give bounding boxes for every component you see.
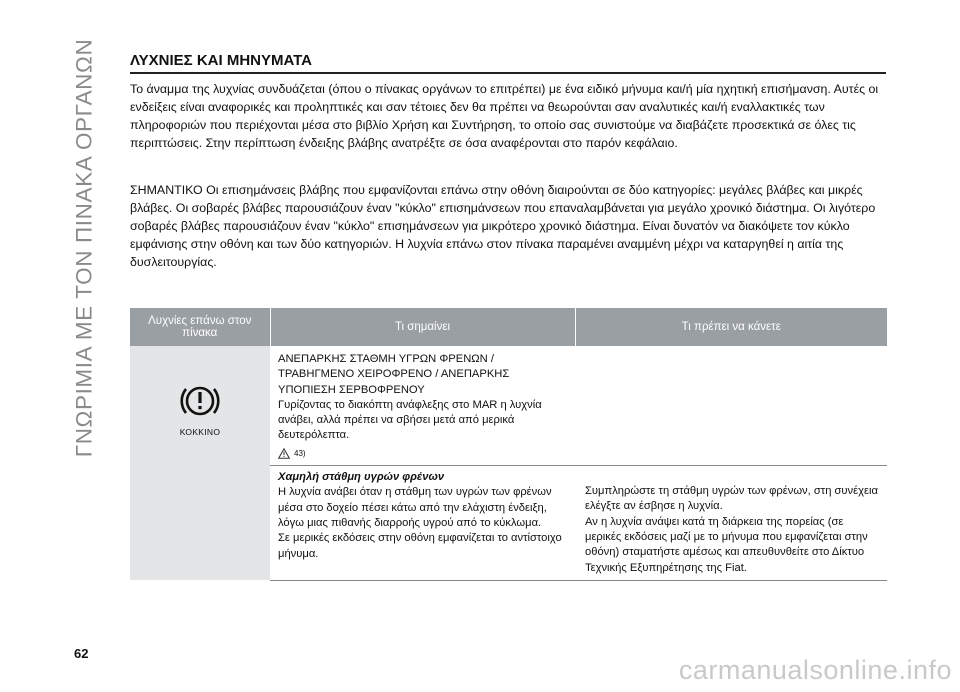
row1-text: Γυρίζοντας το διακόπτη ανάφλεξης στο MAR η λυχνία ανάβει, αλλά πρέπει να σβήσει μετά από μερικά δευτερόλεπτα. xyxy=(278,398,542,442)
row1-warning-reference xyxy=(278,446,569,461)
icon-color-label: ΚΟΚΚΙΝΟ xyxy=(179,427,221,437)
table-row xyxy=(130,346,887,466)
header-lights: Λυχνίες επάνω στον πίνακα xyxy=(130,308,270,346)
watermark: carmanualsonline.info xyxy=(678,655,952,685)
intro-paragraph: Το άναμμα της λυχνίας συνδυάζεται (όπου ο πίνακας οργάνων το επιτρέπει) με ένα ειδικό μήνυμα και/ή μία ηχητική επισήμανση. Αυτές οι ενδείξεις είναι αναφορικές και προληπτικές και σαν τέτοιες δεν θα πρέπει να θεωρούνται σαν αναλυτικές και/ή εναλλακτικές των πληροφοριών που περιέχονται μέσα στο βιβλίο Χρήση και Συντήρηση, το οποίο σας συνιστούμε να διαβάζετε προσεκτικά σε όλες τις περιπτώσεις. Στην περίπτωση ένδειξης βλάβης ανατρέξτε σε όσα αναφέρονται στο παρόν κεφάλαιο. xyxy=(130,82,879,150)
page-number: 62 xyxy=(74,646,89,661)
row1-title: ΑΝΕΠΑΡΚΗΣ ΣΤΑΘΜΗ ΥΓΡΩΝ ΦΡΕΝΩΝ / ΤΡΑΒΗΓΜΕΝΟ ΧΕΙΡΟΦΡΕΝΟ / ΑΝΕΠΑΡΚΗΣ ΥΠΟΠΙΕΣΗ ΣΕΡΒΟΦΡΕΝΟΥ xyxy=(278,353,510,396)
row2-meaning xyxy=(270,466,575,581)
row1-meaning xyxy=(270,346,575,466)
header-meaning: Τι σημαίνει xyxy=(270,308,575,346)
row2-text2: Σε μερικές εκδόσεις στην οθόνη εμφανίζεται το αντίστοιχο μήνυμα. xyxy=(278,532,562,560)
row1-action xyxy=(575,346,887,466)
warning-triangle-icon xyxy=(278,448,290,459)
brake-warning-icon xyxy=(177,381,223,421)
warning-lights-table xyxy=(130,308,887,581)
section-heading: ΛΥΧΝΙΕΣ ΚΑΙ ΜΗΝΥΜΑΤΑ xyxy=(130,52,886,74)
table-header-row xyxy=(130,308,887,346)
row2-text1: Η λυχνία ανάβει όταν η στάθμη των υγρών των φρένων μέσα στο δοχείο πέσει κάτω από την ελάχιστη ένδειξη, λόγω μιας πιθανής διαρροής υγρού από το κύκλωμα. xyxy=(278,486,552,529)
icon-cell xyxy=(130,346,270,580)
important-paragraph: ΣΗΜΑΝΤΙΚΟ Οι επισημάνσεις βλάβης που εμφανίζονται επάνω στην οθόνη διαιρούνται σε δύο κατηγορίες: μεγάλες βλάβες και μικρές βλάβες. Οι σοβαρές βλάβες παρουσιάζουν έναν "κύκλο" επισημάνσεων που επαναλαμβάνεται για μεγάλο χρονικό διάστημα. Οι λιγότερο σοβαρές βλάβες παρουσιάζουν έναν "κύκλο" επισημάνσεων για μικρότερο χρονικό διάστημα. Είναι δυνατόν να διακόψετε τον κύκλο εμφάνισης στην οθόνη και των δύο κατηγοριών. Η λυχνία επάνω στον πίνακα παραμένει αναμμένη μέχρι να καταργηθεί η αιτία της δυσλειτουργίας. xyxy=(130,183,876,269)
row2-action1: Συμπληρώστε τη στάθμη υγρών των φρένων, στη συνέχεια ελέγξτε αν έσβησε η λυχνία. xyxy=(585,485,878,513)
row2-action xyxy=(575,466,887,581)
row2-action2: Αν η λυχνία ανάψει κατά τη διάρκεια της πορείας (σε μερικές εκδόσεις μαζί με το μήνυμα που εμφανίζεται στην οθόνη) σταματήστε αμέσως και απευθυνθείτε στο Δίκτυο Τεχνικής Εξυπηρέτησης της Fiat. xyxy=(585,515,868,574)
header-action: Τι πρέπει να κάνετε xyxy=(575,308,887,346)
chapter-side-title-text: ΓΝΩΡΙΜΙΑ ΜΕ ΤΟΝ ΠΙΝΑΚΑ ΟΡΓΑΝΩΝ xyxy=(71,38,97,458)
row1-warning-number: 43) xyxy=(294,448,306,458)
chapter-side-title xyxy=(58,38,110,458)
row2-title: Χαμηλή στάθμη υγρών φρένων xyxy=(278,471,445,484)
